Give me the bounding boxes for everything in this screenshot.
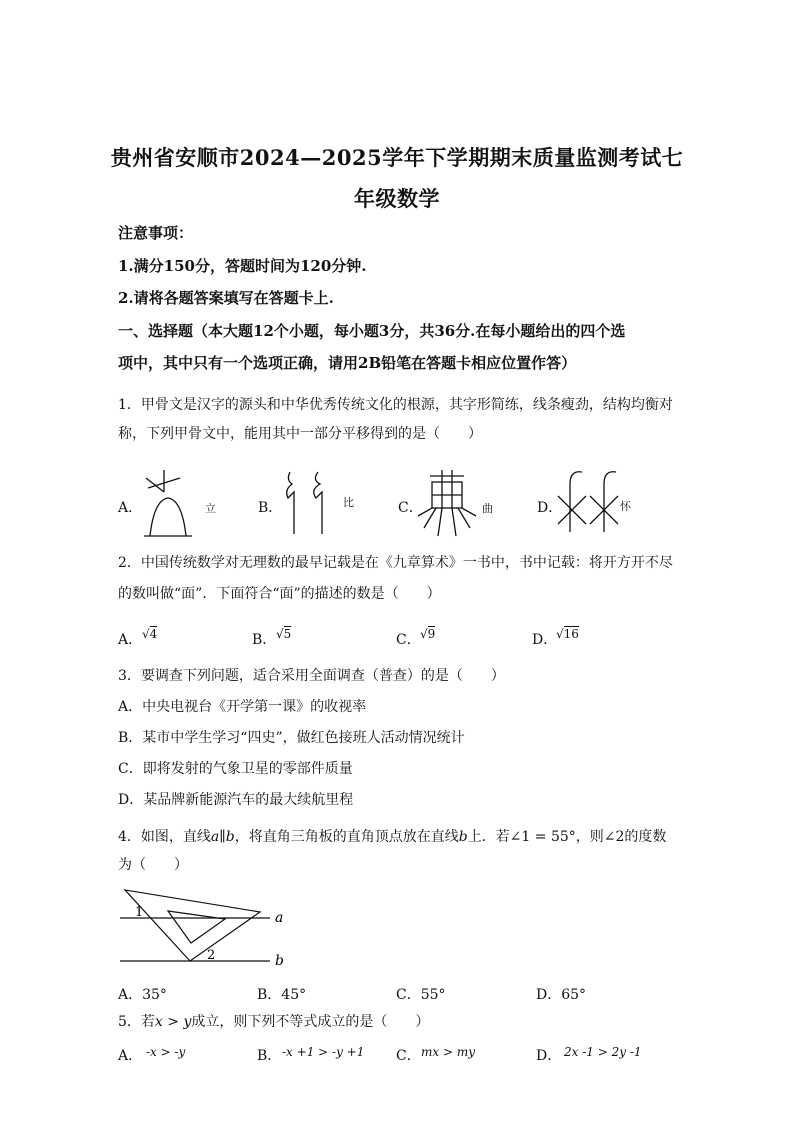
q2-option-a-radicand: 4 (149, 627, 158, 641)
q1-option-d-char: 怀 (620, 500, 631, 513)
q5-option-b-expr: -x +1 > -y +1 (282, 1045, 365, 1059)
q5-stem-part1: 5．若 (118, 1014, 155, 1030)
q5-stem (118, 1013, 429, 1031)
q2-option-c-radical: √9 (420, 627, 436, 641)
section-heading-line2: 项中，其中只有一个选项正确，请用2B铅笔在答题卡相应位置作答） (118, 354, 577, 372)
page-title-line1: 贵州省安顺市2024—2025学年下学期期末质量监测考试七 (110, 145, 684, 170)
q4-stem-line1 (118, 828, 666, 846)
q4-stem-line2: 为（ ） (118, 857, 188, 873)
q4-var-b: b (225, 829, 235, 845)
q2-option-b-radicand: 5 (283, 627, 292, 641)
q2-option-c-radicand: 9 (427, 627, 436, 641)
q3-option-b: B．某市中学生学习“四史”，做红色接班人活动情况统计 (118, 730, 465, 746)
oracle-glyph-qu (416, 468, 482, 540)
q2-option-d-radical: √16 (556, 627, 579, 641)
q3-option-a: A．中央电视台《开学第一课》的收视率 (118, 699, 367, 715)
oracle-glyph-huai (556, 466, 622, 538)
q4-figure-line-a: a (275, 910, 284, 926)
page-title-line2: 年级数学 (354, 186, 440, 211)
section-heading-line1: 一、选择题（本大题12个小题，每小题3分，共36分.在每小题给出的四个选 (118, 322, 626, 340)
q4-var-a: a (210, 829, 220, 845)
q1-option-c-letter: C． (398, 500, 423, 516)
q4-option-d: D．65° (536, 987, 587, 1003)
q2-option-a-radical: √4 (142, 627, 158, 641)
q4-option-c: C．55° (396, 987, 446, 1003)
q2-option-b-radical: √5 (276, 627, 292, 641)
q3-option-d: D．某品牌新能源汽车的最大续航里程 (118, 792, 354, 808)
q4-figure (115, 885, 295, 975)
q4-stem-part1: 4．如图，直线 (118, 829, 211, 845)
q2-option-c-letter: C． (396, 632, 421, 648)
q2-stem-line2: 的数叫做“面”．下面符合“面”的描述的数是（ ） (118, 586, 441, 602)
q1-stem-line1: 1．甲骨文是汉字的源头和中华优秀传统文化的根源，其字形简练，线条瘦劲，结构均衡对 (118, 397, 673, 413)
q1-option-a-char: 立 (205, 502, 216, 515)
q2-option-b-letter: B． (252, 632, 277, 648)
q5-option-a-letter: A． (118, 1048, 143, 1064)
q3-stem: 3．要调查下列问题，适合采用全面调查（普查）的是（ ） (118, 668, 505, 684)
q4-option-b: B．45° (257, 987, 307, 1003)
q4-figure-label-2: 2 (207, 948, 216, 963)
q1-stem-line2: 称，下列甲骨文中，能用其中一部分平移得到的是（ ） (118, 426, 482, 442)
q5-option-c-letter: C． (396, 1048, 421, 1064)
oracle-glyph-bi (278, 468, 340, 536)
q1-option-a-letter: A． (118, 500, 143, 516)
q4-option-a: A．35° (118, 987, 167, 1003)
q5-option-d-letter: D． (536, 1048, 562, 1064)
q4-figure-label-1: 1 (135, 905, 144, 920)
q2-option-d-radicand: 16 (563, 627, 579, 641)
q5-option-c-expr: mx > my (421, 1045, 475, 1059)
q4-parallel-symbol: ∥ (219, 829, 226, 845)
oracle-glyph-li (140, 468, 210, 540)
q5-stem-part2: 成立，则下列不等式成立的是（ ） (191, 1014, 430, 1030)
q1-option-b-letter: B． (258, 500, 283, 516)
q5-option-a-expr: -x > -y (146, 1045, 186, 1059)
q5-option-b-letter: B． (257, 1048, 282, 1064)
q4-figure-line-b: b (275, 953, 284, 969)
notes-item-2: 2.请将各题答案填写在答题卡上. (118, 289, 334, 307)
q2-stem-line1: 2．中国传统数学对无理数的最早记载是在《九章算术》一书中，书中记载：将开方开不尽 (118, 555, 673, 571)
q4-stem-part2: ，将直角三角板的直角顶点放在直线 (234, 829, 459, 845)
q3-option-c: C．即将发射的气象卫星的零部件质量 (118, 761, 353, 777)
q1-option-c-char: 曲 (482, 502, 493, 515)
notes-item-1: 1.满分150分，答题时间为120分钟. (118, 257, 367, 275)
notes-heading: 注意事项： (118, 224, 194, 242)
q2-option-d-letter: D． (532, 632, 558, 648)
q2-option-a-letter: A． (118, 632, 143, 648)
q4-var-b-2: b (458, 829, 468, 845)
q5-condition: x > y (154, 1014, 192, 1030)
q4-stem-part3: 上．若∠1 = 55°，则∠2的度数 (467, 829, 667, 845)
q1-option-b-char: 比 (343, 496, 354, 509)
q1-option-d-letter: D． (537, 500, 563, 516)
q5-option-d-expr: 2x -1 > 2y -1 (564, 1045, 642, 1059)
